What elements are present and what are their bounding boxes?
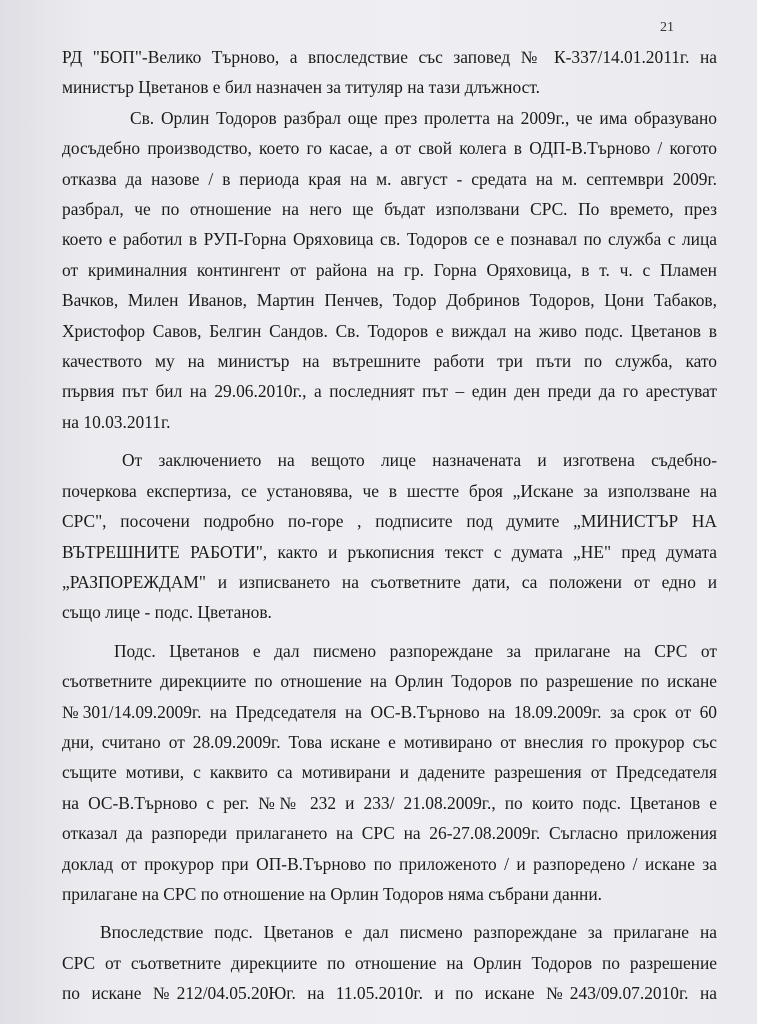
text-line: ВЪТРЕШНИТЕ РАБОТИ", както и ръкописния текст с думата „НЕ" пред думата (62, 541, 717, 562)
text-line: От заключението на вещото лице назначената и изготвена съдебно- (122, 450, 717, 471)
text-line: прилагане на СРС по отношение на Орлин Тодоров няма събрани данни. (62, 883, 603, 904)
text-line: РД "БОП"-Велико Търново, а впоследствие със заповед № К-337/14.01.2011г. на (62, 47, 717, 67)
text-line: Впоследствие подс. Цветанов е дал писмено разпореждане за прилагане на (100, 922, 717, 943)
text-line: на ОС-В.Търново с рег. №№ 232 и 233/ 21.08.2009г., по които подс. Цветанов е (62, 792, 717, 813)
text-line: Св. Орлин Тодоров разбрал още през пролетта на 2009г., че има образувано (130, 107, 717, 128)
text-line: Подс. Цветанов е дал писмено разпореждане за прилагане на СРС от (114, 640, 717, 661)
text-line: №301/14.09.2009г. на Председателя на ОС-В.Търново на 18.09.2009г. за срок от 60 (62, 701, 717, 722)
paragraph-2 (62, 103, 717, 437)
text-line: съответните дирекциите по отношение на Орлин Тодоров по разрешение по искане (62, 671, 717, 692)
text-line: Вачков, Милен Иванов, Мартин Пенчев, Тодор Добринов Тодоров, Цони Табаков, (62, 290, 717, 311)
text-line: „РАЗПОРЕЖДАМ" и изписването на съответните дати, са положени от едно и (62, 571, 717, 592)
paragraph-1 (62, 42, 717, 103)
text-line: качеството му на министър на вътрешните работи три пъти по служба, като (62, 351, 717, 372)
paragraph-4 (62, 636, 717, 910)
text-line: първия път бил на 29.06.2010г., а последният път – един ден преди да го арестуват (62, 381, 717, 402)
text-line: на 10.03.2011г. (62, 411, 171, 432)
text-line: доклад от прокурор при ОП-В.Търново по приложеното / и разпоредено / искане за (62, 853, 717, 874)
document-body (62, 42, 717, 1009)
paragraph-5 (62, 917, 717, 1008)
text-line: СРС от съответните дирекциите по отношение на Орлин Тодоров по разрешение (62, 952, 717, 973)
text-line: Христофор Савов, Белгин Сандов. Св. Тодоров е виждал на живо подс. Цветанов в (62, 320, 717, 341)
text-line: също лице - подс. Цветанов. (62, 602, 272, 623)
text-line: почеркова експертиза, се установява, че в шестте броя „Искане за използване на (62, 480, 717, 501)
text-line: разбрал, че по отношение на него ще бъдат използвани СРС. По времето, през (62, 199, 717, 220)
paragraph-3 (62, 445, 717, 627)
text-line: което е работил в РУП-Горна Оряховица св. Тодоров се е познавал по служба с лица (62, 229, 717, 250)
page-number: 21 (660, 20, 674, 35)
text-line: от криминалния контингент от района на гр. Горна Оряховица, в т. ч. с Пламен (62, 259, 717, 280)
text-line: досъдебно производство, което го касае, а от свой колега в ОДП-В.Търново / когото (62, 138, 717, 159)
text-line: отказал да разпореди прилагането на СРС на 26-27.08.2009г. Съгласно приложения (62, 823, 717, 844)
text-line: СРС", посочени подробно по-горе , подписите под думите „МИНИСТЪР НА (62, 511, 717, 532)
text-line: министър Цветанов е бил назначен за титуляр на тази длъжност. (62, 77, 540, 98)
text-line: по искане №212/04.05.20Юг. на 11.05.2010г. и по искане №243/09.07.2010г. на (62, 983, 717, 1004)
text-line: същите мотиви, с каквито са мотивирани и дадените разрешения от Председателя (62, 762, 717, 783)
text-line: дни, считано от 28.09.2009г. Това искане е мотивирано от внеслия го прокурор със (62, 731, 717, 752)
text-line: отказва да назове / в периода края на м. август - средата на м. септември 2009г. (62, 168, 717, 189)
